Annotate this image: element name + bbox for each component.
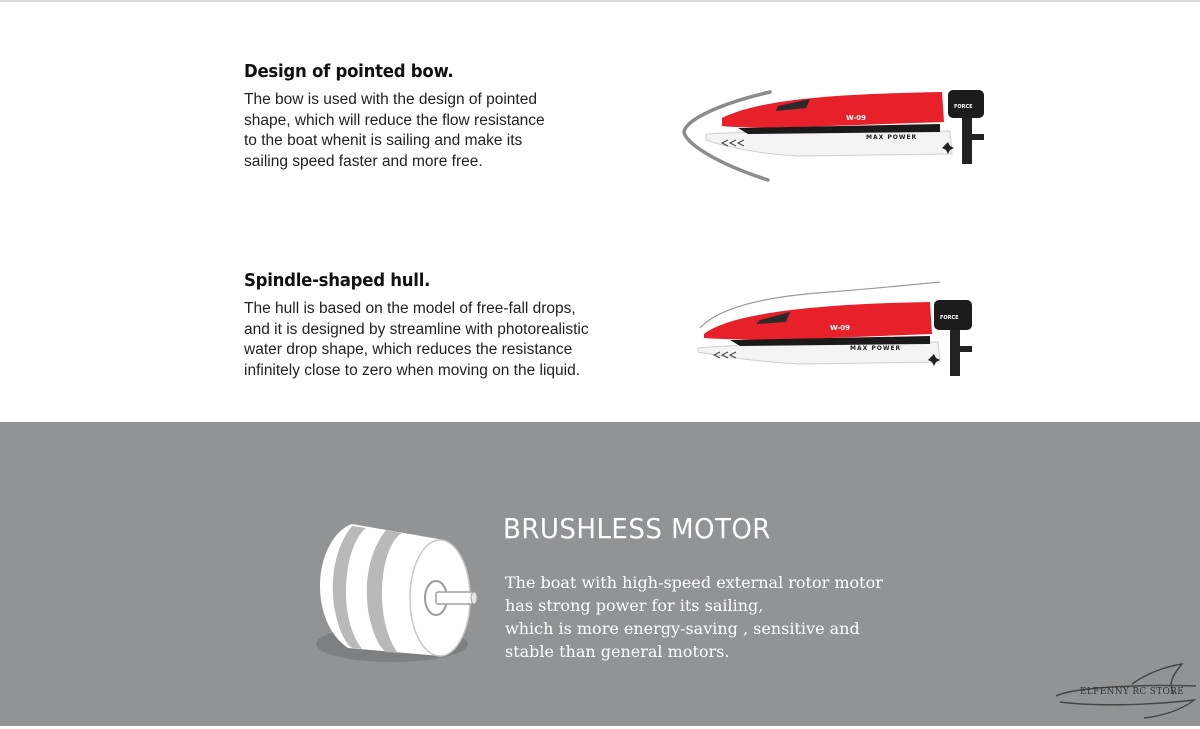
outboard-motor-fin bbox=[970, 134, 984, 140]
outboard-motor-fin bbox=[958, 346, 972, 352]
boat-hull-red bbox=[704, 302, 932, 340]
feature-line: water drop shape, which reduces the resistance bbox=[244, 341, 573, 358]
logo-wave-curve bbox=[1060, 700, 1194, 718]
boat-hull-image bbox=[690, 278, 990, 378]
outboard-motor-shaft bbox=[950, 330, 960, 376]
boat-bow-image bbox=[678, 82, 990, 182]
boat-model-label: W-09 bbox=[846, 114, 867, 122]
motor-shaft-tip bbox=[471, 592, 477, 604]
feature-line: infinitely close to zero when moving on the liquid. bbox=[244, 361, 581, 379]
feature-line: The hull is based on the model of free-fall drops, bbox=[244, 300, 576, 317]
feature-line: and it is designed by streamline with photorealistic bbox=[244, 320, 589, 338]
feature-line: sailing speed faster and more free. bbox=[244, 152, 483, 170]
store-name: ELFENNY RC STORE bbox=[1080, 687, 1185, 697]
feature-spindle-hull bbox=[244, 270, 664, 381]
motor-icon bbox=[312, 516, 484, 666]
feature-title: Design of pointed bow. bbox=[244, 61, 454, 82]
motor-desc-line: has strong power for its sailing, bbox=[505, 596, 764, 615]
feature-description bbox=[244, 90, 664, 172]
motor-section-description bbox=[505, 571, 925, 663]
motor-section-title: BRUSHLESS MOTOR bbox=[503, 512, 771, 545]
outboard-motor-label: FORCE bbox=[954, 104, 973, 110]
feature-description bbox=[244, 299, 664, 381]
motor-desc-line: which is more energy-saving , sensitive and bbox=[505, 619, 860, 638]
feature-line: to the boat whenit is sailing and make its bbox=[244, 132, 523, 149]
boat-model-label: W-09 bbox=[830, 324, 851, 332]
feature-pointed-bow bbox=[244, 61, 664, 172]
feature-title: Spindle-shaped hull. bbox=[244, 270, 431, 291]
boat-side-label: MAX POWER bbox=[850, 345, 902, 352]
motor-desc-line: stable than general motors. bbox=[505, 642, 730, 661]
feature-line: shape, which will reduce the flow resistance bbox=[244, 111, 545, 129]
motor-desc-line: The boat with high-speed external rotor motor bbox=[505, 573, 883, 592]
outboard-motor-shaft bbox=[962, 118, 972, 164]
top-divider bbox=[0, 0, 1200, 2]
feature-line: The bow is used with the design of pointed bbox=[244, 91, 537, 108]
boat-side-label: MAX POWER bbox=[866, 134, 918, 141]
motor-shaft bbox=[436, 592, 474, 604]
outboard-motor-label: FORCE bbox=[940, 315, 959, 321]
